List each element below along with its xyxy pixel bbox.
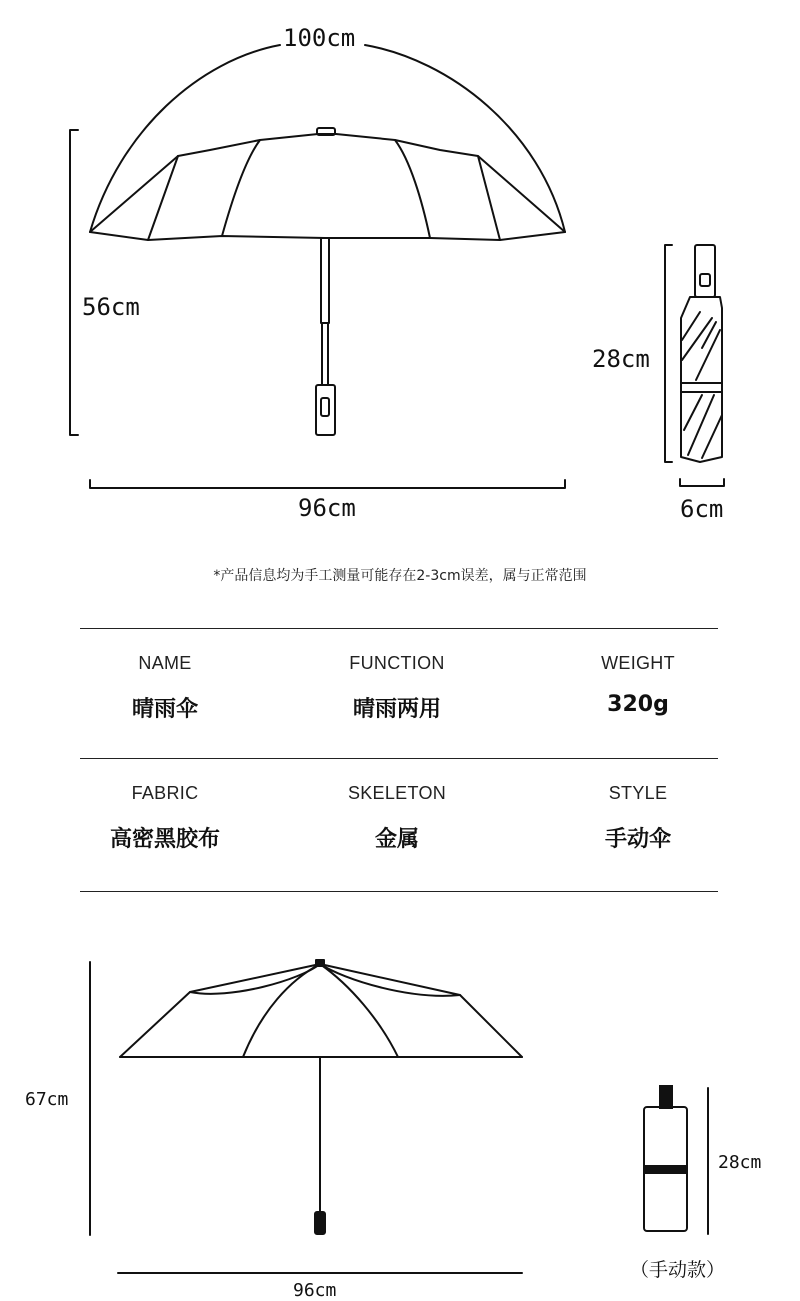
spec-function (297, 653, 497, 723)
height-label: 56cm (82, 293, 140, 321)
spec-style (538, 783, 738, 853)
spec-value: 晴雨伞 (131, 697, 198, 722)
folded-height-label: 28cm (592, 345, 650, 373)
spec-value: 高密黑胶布 (109, 827, 220, 852)
spec-fabric (65, 783, 265, 853)
spec-value: 320g (607, 692, 669, 717)
folded-width-label: 6cm (680, 495, 724, 523)
bottom-folded-height-label: 28cm (718, 1152, 762, 1173)
spec-weight (538, 653, 738, 717)
measurement-note: *产品信息均为手工测量可能存在2-3cm误差，属与正常范围 (213, 568, 587, 584)
spec-value: 手动伞 (604, 827, 671, 852)
spec-key: SKELETON (347, 783, 447, 803)
spec-row (80, 628, 718, 758)
folded-style-caption: （手动款） (630, 1259, 726, 1281)
spec-skeleton (297, 783, 497, 853)
spec-key: FUNCTION (349, 653, 445, 673)
bottom-width-label: 96cm (293, 1280, 337, 1301)
spec-name (65, 653, 265, 723)
spec-key: NAME (138, 653, 192, 673)
open-umbrella-top-drawing (0, 0, 800, 540)
open-umbrella-bottom-drawing (0, 950, 800, 1297)
bottom-height-label: 67cm (25, 1089, 69, 1110)
arc-width-label: 100cm (283, 24, 356, 52)
spec-key: STYLE (608, 783, 668, 803)
spec-value: 晴雨两用 (352, 697, 441, 722)
spec-table (80, 628, 718, 892)
spec-row (80, 758, 718, 892)
spec-key: FABRIC (131, 783, 199, 803)
spec-value: 金属 (374, 827, 419, 852)
spec-key: WEIGHT (601, 653, 675, 673)
width-label: 96cm (298, 494, 356, 522)
